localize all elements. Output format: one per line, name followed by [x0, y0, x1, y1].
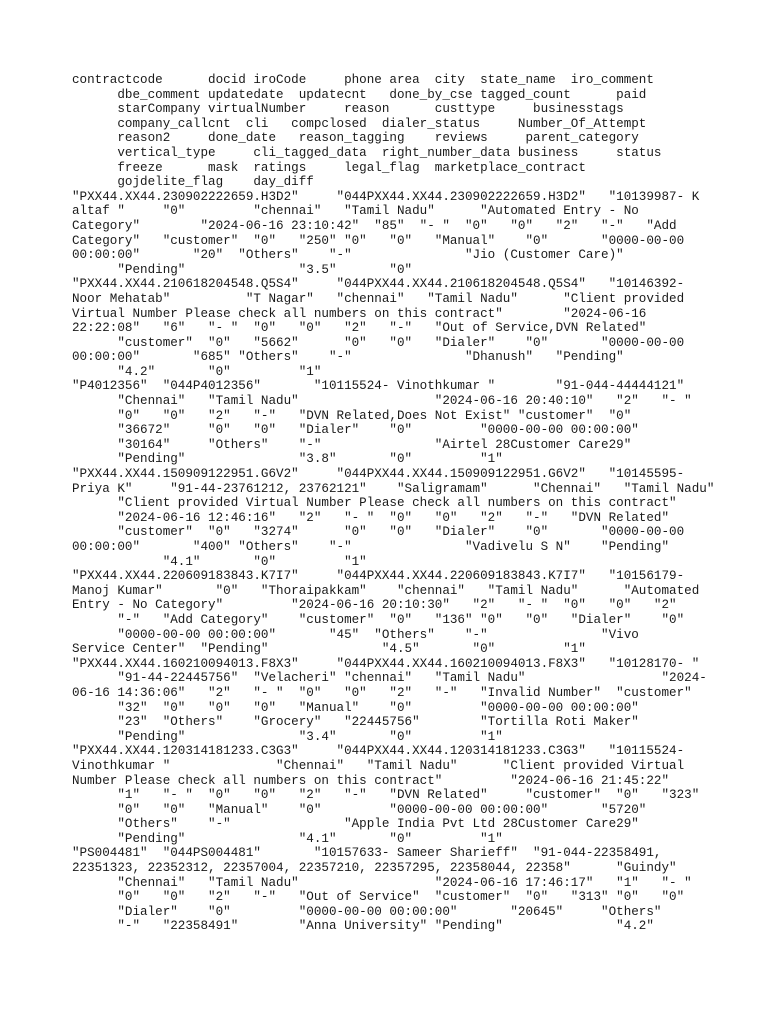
- record-line: "Chennai" "Tamil Nadu" "2024-06-16 20:40:10" "2" "- ": [72, 394, 692, 409]
- record-line: Noor Mehatab" "T Nagar" "chennai" "Tamil Nadu" "Client provided: [72, 291, 685, 306]
- record-line: "PXX44.XX44.120314181233.C3G3" "044PXX44.XX44.120314181233.C3G3" "10115524-: [72, 744, 685, 759]
- record-line: Category" "customer" "0" "250" "0" "0" "Manual" "0" "0000-00-00: [72, 233, 685, 248]
- header-line: reason2 done_date reason_tagging reviews parent_category: [72, 131, 639, 146]
- record-line: "-" "Add Category" "customer" "0" "136" "0" "0" "Dialer" "0": [72, 612, 685, 627]
- record-line: 00:00:00" "685" "Others" "-" "Dhanush" "Pending": [72, 350, 624, 365]
- record-line: "0000-00-00 00:00:00" "45" "Others" "-" "Vivo: [72, 627, 639, 642]
- record-line: 22351323, 22352312, 22357004, 22357210, 22357295, 22358044, 22358" "Guindy": [72, 861, 677, 876]
- record-line: "Dialer" "0" "0000-00-00 00:00:00" "20645" "Others": [72, 904, 662, 919]
- header-line: freeze mask ratings legal_flag marketplace_contract: [72, 160, 586, 175]
- record-line: "30164" "Others" "-" "Airtel 28Customer Care29": [72, 437, 632, 452]
- record-line: "4.1" "0" "1": [72, 554, 367, 569]
- record-line: Entry - No Category" "2024-06-16 20:10:30" "2" "- " "0" "0" "2": [72, 598, 677, 613]
- record-line: "2024-06-16 12:46:16" "2" "- " "0" "0" "2" "-" "DVN Related": [72, 510, 670, 525]
- record-line: "PXX44.XX44.150909122951.G6V2" "044PXX44.XX44.150909122951.G6V2" "10145595-: [72, 467, 685, 482]
- record-line: Number Please check all numbers on this contract" "2024-06-16 21:45:22": [72, 773, 670, 788]
- record-line: "1" "- " "0" "0" "2" "-" "DVN Related" "customer" "0" "323": [72, 788, 700, 803]
- record-line: "PXX44.XX44.230902222659.H3D2" "044PXX44.XX44.230902222659.H3D2" "10139987- K: [72, 189, 700, 204]
- record-line: 00:00:00" "400" "Others" "-" "Vadivelu S N" "Pending": [72, 540, 670, 554]
- header-line: vertical_type cli_tagged_data right_number_data business status: [72, 145, 662, 160]
- record-line: altaf " "0" "chennai" "Tamil Nadu" "Automated Entry - No: [72, 204, 639, 219]
- record-line: Priya K" "91-44-23761212, 23762121" "Saligramam" "Chennai" "Tamil Nadu": [72, 481, 715, 496]
- record-line: "PXX44.XX44.210618204548.Q5S4" "044PXX44.XX44.210618204548.Q5S4" "10146392-: [72, 277, 685, 292]
- document-text: [72, 73, 715, 934]
- record-line: 06-16 14:36:06" "2" "- " "0" "0" "2" "-" "Invalid Number" "customer": [72, 685, 692, 700]
- record-line: Manoj Kumar" "0" "Thoraipakkam" "chennai" "Tamil Nadu" "Automated: [72, 583, 700, 598]
- record-line: "Client provided Virtual Number Please check all numbers on this contract": [72, 496, 677, 511]
- record-line: "-" "22358491" "Anna University" "Pending" "4.2": [72, 919, 654, 934]
- record-line: "4.2" "0" "1": [72, 364, 322, 379]
- record-line: Service Center" "Pending" "4.5" "0" "1": [72, 642, 586, 657]
- record-line: "36672" "0" "0" "Dialer" "0" "0000-00-00 00:00:00": [72, 423, 639, 438]
- record-line: 00:00:00" "20" "Others" "-" "Jio (Customer Care)": [72, 248, 624, 263]
- record-line: "PXX44.XX44.160210094013.F8X3" "044PXX44.XX44.160210094013.F8X3" "10128170- ": [72, 656, 700, 671]
- header-line: starCompany virtualNumber reason custtype businesstags: [72, 102, 624, 117]
- record-line: "P4012356" "044P4012356" "10115524- Vinothkumar " "91-044-44444121": [72, 379, 685, 394]
- record-line: "PS004481" "044PS004481" "10157633- Sameer Sharieff" "91-044-22358491,: [72, 846, 662, 861]
- record-line: "32" "0" "0" "0" "Manual" "0" "0000-00-00 00:00:00": [72, 700, 639, 715]
- record-line: "Chennai" "Tamil Nadu" "2024-06-16 17:46:17" "1" "- ": [72, 875, 692, 890]
- record-line: "PXX44.XX44.220609183843.K7I7" "044PXX44.XX44.220609183843.K7I7" "10156179-: [72, 569, 685, 584]
- record-line: Virtual Number Please check all numbers on this contract" "2024-06-16: [72, 306, 647, 321]
- record-line: Category" "2024-06-16 23:10:42" "85" "- " "0" "0" "2" "-" "Add: [72, 218, 677, 233]
- header-line: gojdelite_flag day_diff: [72, 175, 314, 190]
- record-line: "Others" "-" "Apple India Pvt Ltd 28Customer Care29": [72, 817, 639, 832]
- record-line: Vinothkumar " "Chennai" "Tamil Nadu" "Client provided Virtual: [72, 758, 685, 773]
- record-line: "customer" "0" "5662" "0" "0" "Dialer" "0" "0000-00-00: [72, 335, 685, 350]
- record-line: "0" "0" "Manual" "0" "0000-00-00 00:00:00" "5720": [72, 802, 647, 817]
- record-line: "Pending" "3.5" "0": [72, 262, 413, 277]
- header-line: contractcode docid iroCode phone area city state_name iro_comment: [72, 73, 654, 87]
- record-line: "Pending" "3.8" "0" "1": [72, 452, 503, 467]
- header-line: dbe_comment updatedate updatecnt done_by_cse tagged_count paid: [72, 87, 647, 102]
- record-line: "91-44-22445756" "Velacheri" "chennai" "Tamil Nadu" "2024-: [72, 671, 707, 686]
- record-line: "0" "0" "2" "-" "DVN Related,Does Not Exist" "customer" "0": [72, 408, 632, 423]
- record-line: "Pending" "3.4" "0" "1": [72, 729, 503, 744]
- record-line: "0" "0" "2" "-" "Out of Service" "customer" "0" "313" "0" "0": [72, 890, 685, 905]
- record-line: "Pending" "4.1" "0" "1": [72, 831, 503, 846]
- record-line: 22:22:08" "6" "- " "0" "0" "2" "-" "Out of Service,DVN Related": [72, 321, 647, 336]
- header-line: company_callcnt cli compclosed dialer_status Number_Of_Attempt: [72, 116, 647, 131]
- record-line: "23" "Others" "Grocery" "22445756" "Tortilla Roti Maker": [72, 715, 639, 730]
- record-line: "customer" "0" "3274" "0" "0" "Dialer" "0" "0000-00-00: [72, 525, 685, 540]
